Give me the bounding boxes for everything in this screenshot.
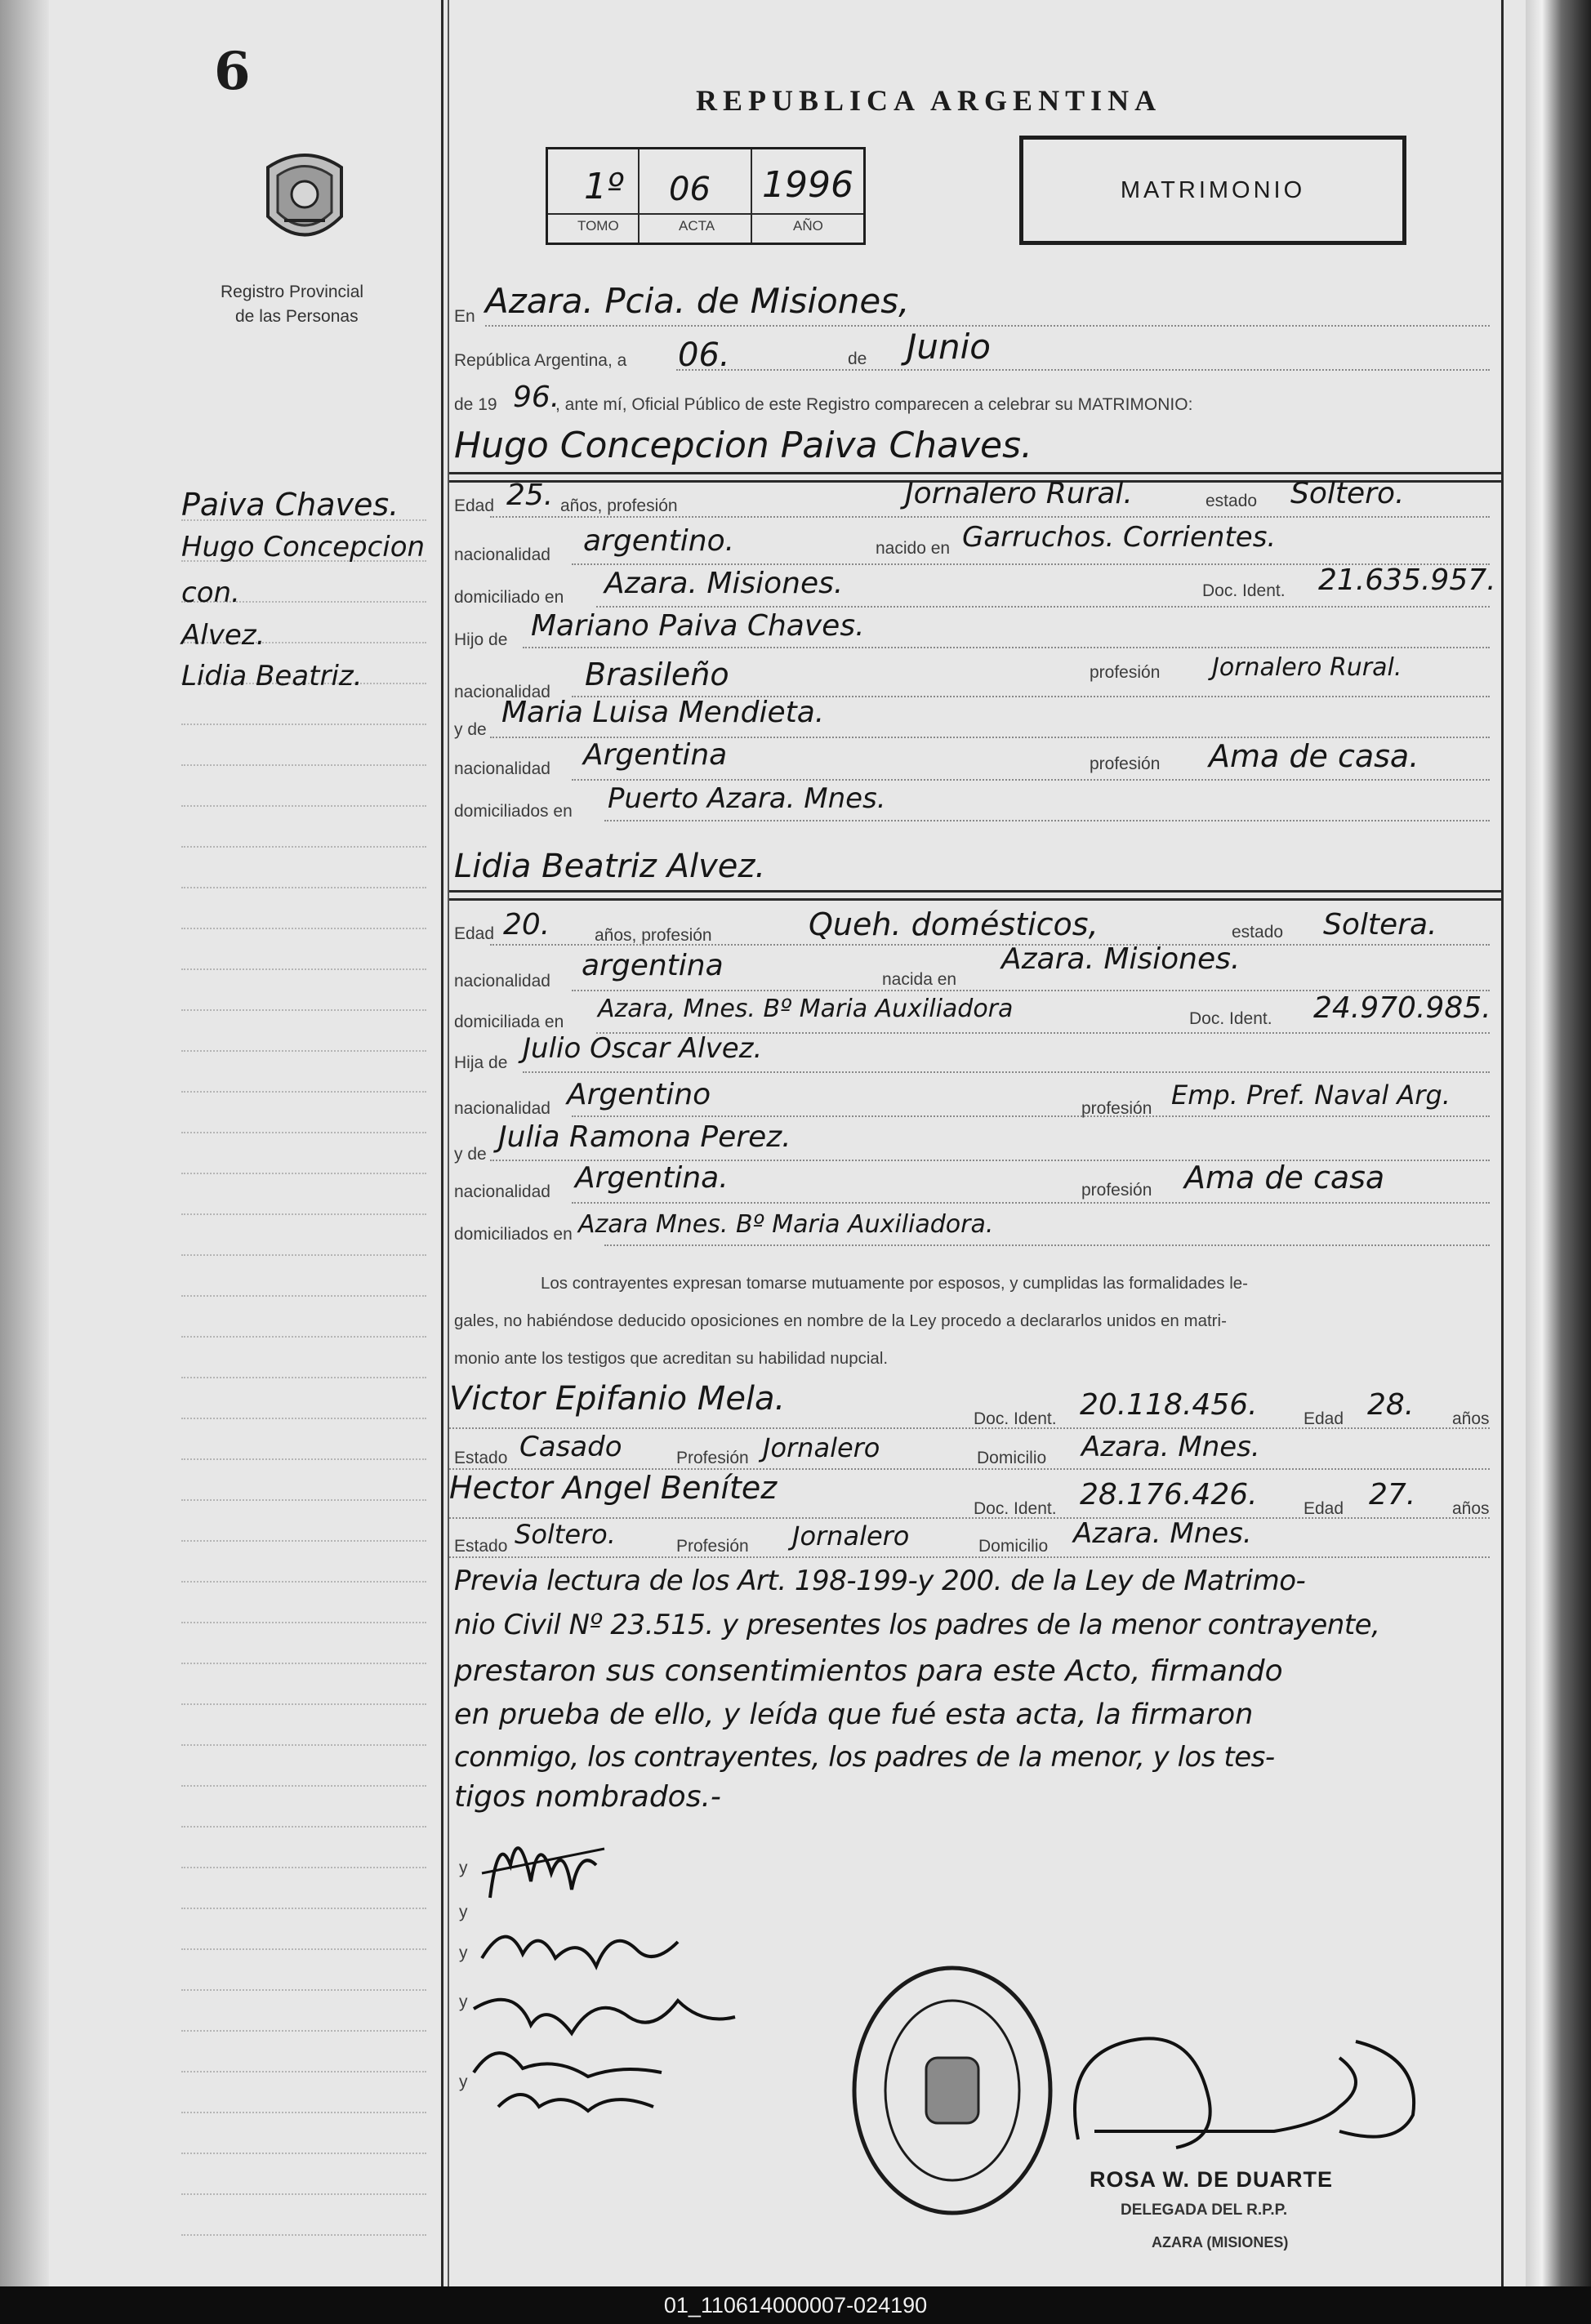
witness-2-anos-label: años: [1452, 1499, 1490, 1518]
signature-mark-4: y: [459, 1992, 468, 2011]
note-line-3: prestaron sus consentimientos para este Acto, firmando: [454, 1654, 1283, 1688]
witness-2-profesion-label: Profesión: [676, 1537, 749, 1556]
witness-2-name: Hector Angel Benítez: [449, 1470, 778, 1506]
margin-ruled-line: [181, 1213, 426, 1215]
witness-2-age: 27.: [1369, 1478, 1416, 1511]
groom-anos-profesion-label: años, profesión: [560, 496, 678, 515]
country-title: REPUBLICA ARGENTINA: [696, 84, 1162, 117]
binding-shadow: [0, 0, 49, 2286]
bride-birthplace: Azara. Misiones.: [1001, 942, 1241, 976]
bride-doc-label: Doc. Ident.: [1189, 1009, 1272, 1028]
bride-profession: Queh. domésticos,: [809, 906, 1099, 942]
groom-mother-profession: Ama de casa.: [1209, 738, 1419, 774]
page-number: 6: [214, 41, 251, 102]
witness-1-anos-label: años: [1452, 1409, 1490, 1428]
bride-domicile: Azara, Mnes. Bº Maria Auxiliadora: [598, 995, 1014, 1023]
margin-ruled-line: [181, 1295, 426, 1297]
bride-estado-label: estado: [1232, 923, 1284, 942]
bride-domiciliados-label: domiciliados en: [454, 1225, 573, 1244]
note-line-1: Previa lectura de los Art. 198-199-y 200. de la Ley de Matrimo-: [454, 1565, 1306, 1597]
margin-ruled-line: [181, 2071, 426, 2072]
bride-marital-status: Soltera.: [1323, 908, 1437, 942]
bride-hija-label: Hija de: [454, 1053, 508, 1072]
groom-name: Hugo Concepcion Paiva Chaves.: [454, 425, 1033, 466]
bride-name: Lidia Beatriz Alvez.: [454, 848, 766, 885]
note-line-6: tigos nombrados.-: [454, 1780, 721, 1814]
groom-mother: Maria Luisa Mendieta.: [501, 696, 825, 729]
margin-note-line-4: Alvez.: [181, 619, 265, 652]
bride-father-nationality: Argentino: [567, 1078, 711, 1111]
groom-edad-label: Edad: [454, 496, 495, 515]
groom-mother-profesion-label: profesión: [1090, 755, 1161, 773]
rep-label: República Argentina, a: [454, 351, 627, 370]
witness-2-profession: Jornalero: [792, 1520, 910, 1552]
margin-note-line-3: con.: [181, 577, 240, 609]
groom-age: 25.: [506, 479, 554, 512]
bride-nacionalidad-label: nacionalidad: [454, 972, 550, 991]
groom-profession: Jornalero Rural.: [905, 477, 1133, 510]
margin-ruled-line: [181, 968, 426, 970]
groom-father-nationality-label: nacionalidad: [454, 683, 550, 701]
margin-ruled-line: [181, 1581, 426, 1583]
margin-ruled-line: [181, 1336, 426, 1338]
acta-label: ACTA: [679, 218, 715, 234]
groom-yde-label: y de: [454, 720, 487, 739]
groom-hijo-label: Hijo de: [454, 630, 508, 649]
tomo-value: 1º: [584, 166, 624, 207]
margin-rule: [441, 0, 443, 2286]
margin-ruled-line: [181, 1622, 426, 1623]
margin-ruled-line: [181, 1377, 426, 1378]
declaration-line-1: Los contrayentes expresan tomarse mutuamente por esposos, y cumplidas las formalidades le-: [541, 1274, 1248, 1293]
bride-anos-profesion-label: años, profesión: [595, 926, 712, 945]
margin-ruled-line: [181, 928, 426, 929]
margin-ruled-line: [181, 1948, 426, 1950]
margin-ruled-line: [181, 1663, 426, 1664]
margin-ruled-line: [181, 764, 426, 766]
margin-ruled-line: [181, 1908, 426, 1909]
note-line-4: en prueba de ello, y leída que fué esta acta, la firmaron: [454, 1698, 1254, 1731]
witness-1-profession: Jornalero: [763, 1432, 880, 1463]
margin-ruled-line: [181, 1009, 426, 1011]
bride-parents-domicile: Azara Mnes. Bº Maria Auxiliadora.: [578, 1210, 994, 1239]
witness-1-name: Victor Epifanio Mela.: [449, 1380, 786, 1418]
groom-doc-label: Doc. Ident.: [1202, 581, 1286, 600]
en-label: En: [454, 307, 475, 326]
bride-mother-nationality: Argentina.: [575, 1161, 729, 1195]
signature-5: [490, 2074, 670, 2123]
signature-2: [474, 1909, 686, 1983]
signature-mark-1: y: [459, 1859, 468, 1877]
margin-note-line-5: Lidia Beatriz.: [181, 660, 363, 692]
bride-mother-profession: Ama de casa: [1184, 1160, 1385, 1195]
margin-ruled-line: [181, 1050, 426, 1052]
bride-mother: Julia Ramona Perez.: [498, 1120, 791, 1154]
signature-mark-2: y: [459, 1903, 468, 1921]
bride-father-nationality-label: nacionalidad: [454, 1099, 550, 1118]
page-edge: [1526, 0, 1591, 2286]
margin-ruled-line: [181, 2234, 426, 2236]
margin-ruled-line: [181, 1173, 426, 1174]
witness-1-domicile: Azara. Mnes.: [1081, 1431, 1260, 1463]
bride-nacida-label: nacida en: [882, 970, 957, 989]
groom-doc: 21.635.957.: [1318, 563, 1496, 597]
witness-2-domicilio-label: Domicilio: [978, 1537, 1049, 1556]
witness-1-estado-label: Estado: [454, 1449, 508, 1467]
bride-domiciliada-label: domiciliada en: [454, 1013, 564, 1031]
margin-ruled-line: [181, 887, 426, 888]
official-seal-icon: [846, 1960, 1058, 2221]
bride-edad-label: Edad: [454, 924, 495, 943]
groom-nationality: argentino.: [583, 524, 735, 558]
groom-domicile: Azara. Misiones.: [604, 567, 844, 600]
margin-ruled-line: [181, 805, 426, 807]
place: Azara. Pcia. de Misiones,: [485, 281, 910, 321]
margin-ruled-line: [181, 1785, 426, 1787]
margin-note-line-1: Paiva Chaves.: [181, 487, 399, 523]
declaration-line-3: monio ante los testigos que acreditan su habilidad nupcial.: [454, 1349, 889, 1368]
witness-2-estado-label: Estado: [454, 1537, 508, 1556]
signature-mark-5: y: [459, 2072, 468, 2091]
groom-mother-nationality: Argentina: [583, 738, 728, 772]
witness-2-doc: 28.176.426.: [1080, 1478, 1258, 1511]
bride-father-profesion-label: profesión: [1081, 1099, 1152, 1118]
margin-ruled-line: [181, 1744, 426, 1746]
month: Junio: [907, 327, 991, 367]
year-prefix: de 19: [454, 395, 497, 414]
groom-domiciliado-label: domiciliado en: [454, 588, 564, 607]
bride-age: 20.: [503, 908, 550, 942]
tomo-label: TOMO: [577, 218, 619, 234]
margin-ruled-line: [181, 1826, 426, 1828]
witness-1-doc-label: Doc. Ident.: [974, 1409, 1057, 1428]
margin-ruled-line: [181, 2112, 426, 2113]
groom-father-nationality: Brasileño: [585, 657, 729, 692]
margin-rule-inner: [448, 0, 449, 2286]
bride-nationality: argentina: [582, 949, 724, 982]
groom-parents-domicile: Puerto Azara. Mnes.: [608, 782, 886, 815]
record-number-box: [546, 147, 866, 245]
margin-ruled-line: [181, 1458, 426, 1460]
bride-yde-label: y de: [454, 1145, 487, 1164]
groom-estado-label: estado: [1206, 492, 1258, 510]
de-label: de: [848, 349, 867, 368]
official-name: ROSA W. DE DUARTE: [1090, 2167, 1334, 2192]
margin-ruled-line: [181, 2030, 426, 2032]
witness-1-profesion-label: Profesión: [676, 1449, 749, 1467]
signature-mark-3: y: [459, 1943, 468, 1962]
year-suffix: 96.: [513, 381, 560, 414]
bride-father-profession: Emp. Pref. Naval Arg.: [1171, 1080, 1451, 1111]
bride-mother-profesion-label: profesión: [1081, 1181, 1152, 1200]
groom-father-profesion-label: profesión: [1090, 663, 1161, 682]
groom-domiciliados-label: domiciliados en: [454, 802, 573, 821]
signature-1: [474, 1816, 621, 1914]
official-signature: [1029, 2009, 1454, 2172]
witness-2-edad-label: Edad: [1304, 1499, 1344, 1518]
record-type-label: MATRIMONIO: [1120, 177, 1306, 203]
declaration-line-2: gales, no habiéndose deducido oposiciones en nombre de la Ley procedo a declararlos unidos en matri-: [454, 1311, 1227, 1330]
groom-father: Mariano Paiva Chaves.: [531, 609, 865, 643]
groom-father-profession: Jornalero Rural.: [1212, 653, 1402, 682]
margin-ruled-line: [181, 2193, 426, 2195]
witness-1-status: Casado: [519, 1431, 622, 1463]
groom-marital-status: Soltero.: [1290, 477, 1405, 510]
witness-1-domicilio-label: Domicilio: [977, 1449, 1047, 1467]
witness-1-age: 28.: [1367, 1388, 1415, 1422]
margin-ruled-line: [181, 1989, 426, 1991]
witness-1-doc: 20.118.456.: [1080, 1388, 1258, 1422]
groom-birthplace: Garruchos. Corrientes.: [962, 521, 1277, 554]
margin-ruled-line: [181, 1132, 426, 1133]
bride-doc: 24.970.985.: [1313, 991, 1491, 1025]
witness-2-domicile: Azara. Mnes.: [1073, 1517, 1252, 1550]
margin-ruled-line: [181, 1254, 426, 1256]
margin-ruled-line: [181, 1867, 426, 1868]
witness-2-doc-label: Doc. Ident.: [974, 1499, 1057, 1518]
registry-name-line2: de las Personas: [235, 307, 359, 326]
margin-ruled-line: [181, 846, 426, 848]
record-type-box: [1019, 136, 1406, 245]
margin-ruled-line: [181, 1418, 426, 1419]
bride-father: Julio Oscar Alvez.: [523, 1032, 763, 1065]
registry-name-line1: Registro Provincial: [221, 283, 364, 301]
provincial-seal-icon: [260, 147, 350, 253]
note-line-5: conmigo, los contrayentes, los padres de la menor, y los tes-: [454, 1741, 1275, 1774]
witness-2-status: Soltero.: [515, 1519, 616, 1550]
margin-ruled-line: [181, 1540, 426, 1542]
image-caption: 01_110614000007-024190: [0, 2286, 1591, 2324]
groom-nacido-label: nacido en: [876, 539, 951, 558]
ano-label: AÑO: [793, 218, 823, 234]
day: 06.: [678, 336, 730, 374]
margin-ruled-line: [181, 1091, 426, 1093]
bride-mother-nationality-label: nacionalidad: [454, 1182, 550, 1201]
groom-mother-nationality-label: nacionalidad: [454, 759, 550, 778]
witness-1-edad-label: Edad: [1304, 1409, 1344, 1428]
groom-nacionalidad-label: nacionalidad: [454, 545, 550, 564]
acta-value: 06: [669, 171, 711, 208]
ano-value: 1996: [762, 164, 853, 206]
margin-ruled-line: [181, 2153, 426, 2154]
margin-ruled-line: [181, 1703, 426, 1705]
margin-note-line-2: Hugo Concepcion: [181, 531, 426, 563]
margin-ruled-line: [181, 1499, 426, 1501]
note-line-2: nio Civil Nº 23.515. y presentes los padres de la menor contrayente,: [454, 1609, 1380, 1641]
official-place: AZARA (MISIONES): [1152, 2234, 1289, 2251]
margin-ruled-line: [181, 723, 426, 725]
right-border: [1501, 0, 1504, 2286]
official-title: DELEGADA DEL R.P.P.: [1121, 2202, 1288, 2219]
intro-statement: , ante mí, Oficial Público de este Registro comparecen a celebrar su MATRIMONIO:: [555, 395, 1193, 414]
